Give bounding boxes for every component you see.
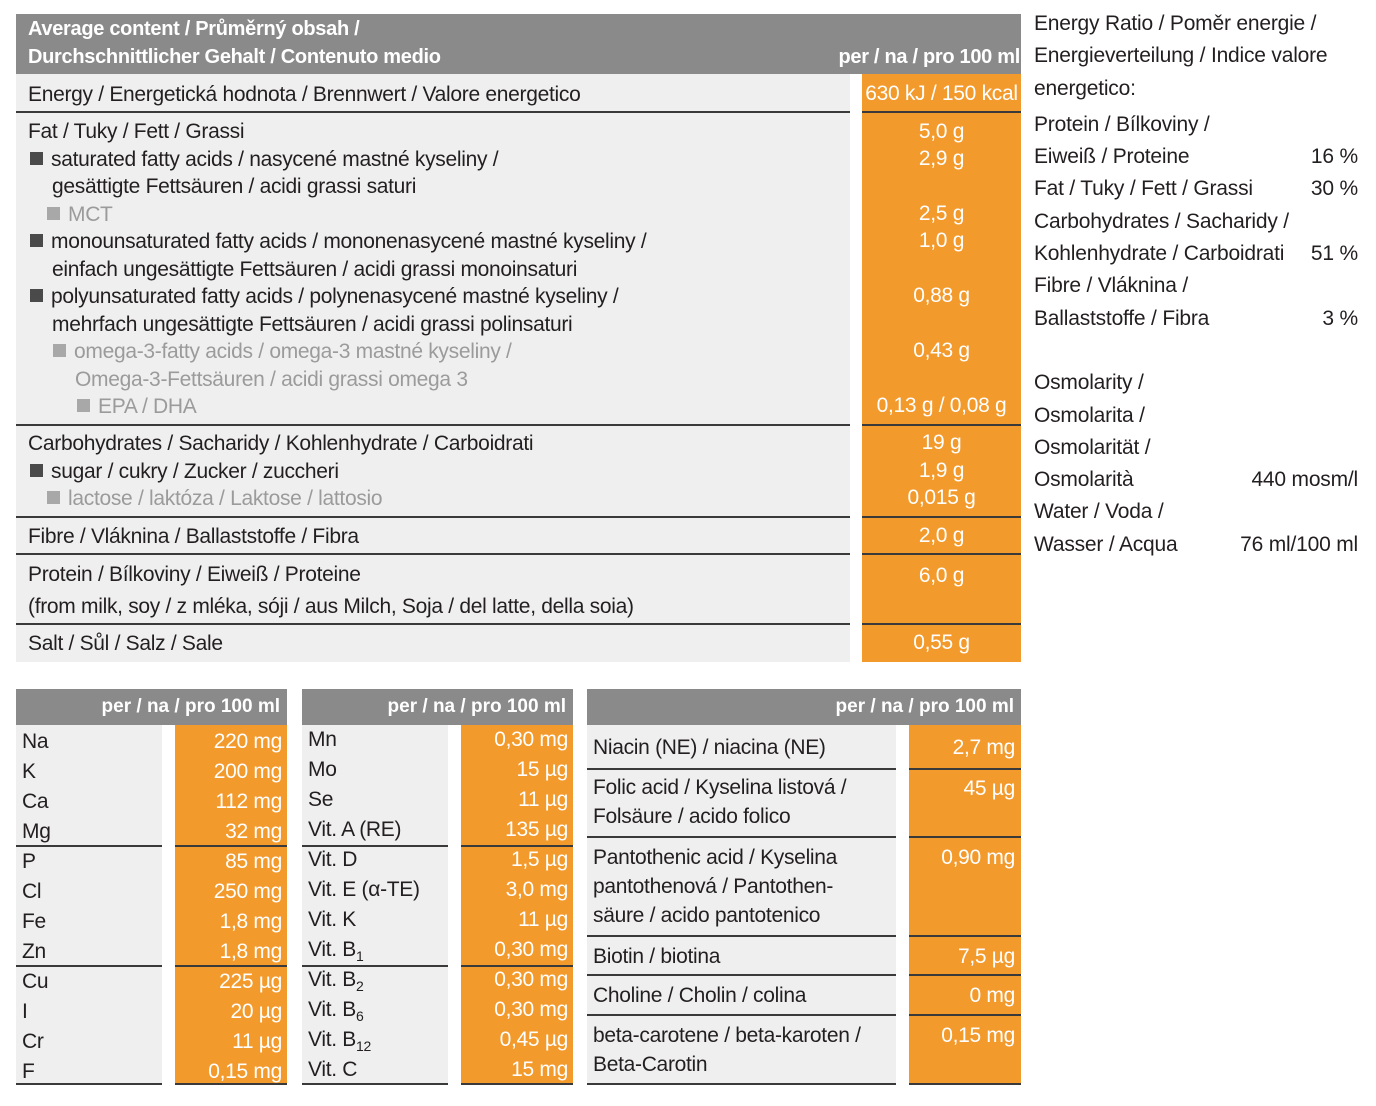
epa-text: EPA / DHA [98, 395, 197, 418]
divider [587, 768, 896, 770]
divider [587, 974, 896, 976]
trace-value: 0,45 µg [499, 1028, 568, 1051]
ratio-fibre-value: 3 % [1322, 306, 1358, 330]
vitamins-header-text: per / na / pro 100 ml [835, 696, 1014, 717]
divider [862, 553, 1021, 555]
minerals-header-text: per / na / pro 100 ml [101, 696, 280, 717]
water-row [1034, 529, 1358, 561]
divider [587, 836, 896, 838]
choline-label: Choline / Cholin / colina [593, 984, 807, 1007]
divider [909, 935, 1021, 937]
mineral-value: 1,8 mg [219, 910, 282, 933]
omega-line-2: Omega-3-Fettsäuren / acidi grassi omega 3 [75, 368, 468, 391]
trace-name: Mn [308, 728, 337, 751]
header-per-100ml: per / na / pro 100 ml [838, 46, 1020, 68]
poly-label [30, 283, 618, 311]
divider [16, 553, 850, 555]
mineral-value: 250 mg [213, 880, 282, 903]
divider [16, 516, 850, 518]
ratio-protein-row [1034, 141, 1358, 173]
osm-2: Osmolarita / [1034, 403, 1145, 427]
trace-header-text: per / na / pro 100 ml [387, 696, 566, 717]
water-value: 76 ml/100 ml [1240, 532, 1358, 556]
poly-line-2: mehrfach ungesättigte Fettsäuren / acidi grassi polinsaturi [52, 313, 573, 336]
mineral-value: 11 µg [232, 1030, 282, 1053]
energy-value: 630 kJ / 150 kcal [865, 82, 1018, 105]
trace-value: 3,0 mg [505, 878, 568, 901]
folic-label-1: Folic acid / Kyselina listová / [593, 776, 847, 799]
poly-value: 0,88 g [913, 284, 970, 307]
niacin-label: Niacin (NE) / niacina (NE) [593, 736, 826, 759]
energy-ratio-title-1: Energy Ratio / Poměr energie / [1034, 12, 1317, 35]
divider [862, 516, 1021, 518]
ratio-carbs-1: Carbohydrates / Sacharidy / [1034, 209, 1289, 233]
protein-label: Protein / Bílkoviny / Eiweiß / Proteine [28, 563, 361, 586]
trace-value: 11 µg [518, 908, 568, 931]
trace-name: Vit. E (α-TE) [308, 878, 420, 901]
mineral-value: 220 mg [213, 730, 282, 753]
mineral-value: 225 µg [219, 970, 282, 993]
divider [587, 935, 896, 937]
trace-value: 0,30 mg [494, 728, 568, 751]
sugar-label [30, 458, 339, 486]
poly-line-1: polyunsaturated fatty acids / polynenasycené mastné kyseliny / [51, 285, 619, 308]
divider [16, 111, 850, 113]
protein-sub-label: (from milk, soy / z mléka, sóji / aus Milch, Soja / del latte, della soia) [28, 595, 634, 618]
salt-label: Salt / Sůl / Salz / Sale [28, 632, 223, 655]
osm-label: Osmolarità [1034, 468, 1134, 492]
energy-label: Energy / Energetická hodnota / Brennwert / Valore energetico [28, 83, 581, 106]
fibre-label: Fibre / Vláknina / Ballaststoffe / Fibra [28, 525, 359, 548]
mineral-value: 0,15 mg [208, 1060, 282, 1083]
ratio-protein-value: 16 % [1310, 145, 1358, 169]
header-title-line-2: Durchschnittlicher Gehalt / Contenuto medio [28, 46, 441, 68]
trace-value: 0,30 mg [494, 998, 568, 1021]
mono-label [30, 228, 646, 256]
trace-name: Mo [308, 758, 337, 781]
epa-value: 0,13 g / 0,08 g [876, 394, 1007, 417]
mineral-value: 112 mg [215, 790, 282, 813]
ratio-fat-value: 30 % [1310, 177, 1358, 201]
ratio-fibre-row [1034, 303, 1358, 335]
bullet-square [47, 491, 60, 504]
beta-label-2: Beta-Carotin [593, 1053, 708, 1076]
divider [587, 1083, 896, 1085]
folic-label-2: Folsäure / acido folico [593, 805, 791, 828]
biotin-label: Biotin / biotina [593, 945, 721, 968]
trace-name: Se [308, 788, 334, 811]
energy-ratio-title-2: Energieverteilung / Indice valore [1034, 44, 1328, 68]
choline-value: 0 mg [969, 984, 1015, 1007]
mineral-name: Cu [22, 970, 49, 993]
omega-value: 0,43 g [913, 339, 970, 362]
mineral-name: Cr [22, 1030, 44, 1053]
mineral-value: 1,8 mg [219, 940, 282, 963]
mineral-name: F [22, 1060, 35, 1083]
trace-value: 135 µg [505, 818, 568, 841]
trace-value: 1,5 µg [510, 848, 568, 871]
folic-value: 45 µg [963, 777, 1015, 800]
panto-label-1: Pantothenic acid / Kyselina [593, 846, 838, 869]
bullet-square [53, 344, 66, 357]
fat-value: 5,0 g [918, 120, 965, 143]
sugar-value: 1,9 g [918, 459, 965, 482]
trace-name: Vit. $B_2$ [308, 968, 364, 995]
ratio-carbs-label: Kohlenhydrate / Carboidrati [1034, 242, 1285, 266]
ratio-fibre-label: Ballaststoffe / Fibra [1034, 306, 1210, 330]
lactose-value: 0,015 g [907, 486, 976, 509]
trace-values [466, 725, 568, 1085]
fat-label: Fat / Tuky / Fett / Grassi [28, 120, 245, 143]
panto-label-3: säure / acido pantotenico [593, 904, 821, 927]
osm-3: Osmolarität / [1034, 435, 1151, 459]
energy-ratio-panel [1034, 8, 1358, 561]
saturated-line-2: gesättigte Fettsäuren / acidi grassi saturi [52, 175, 417, 198]
trace-value: 0,30 mg [494, 938, 568, 961]
niacin-value: 2,7 mg [952, 736, 1015, 759]
trace-value: 0,30 mg [494, 968, 568, 991]
trace-name: Vit. $B_{12}$ [308, 1028, 371, 1055]
mineral-name: Fe [22, 910, 46, 933]
trace-names [308, 725, 458, 1085]
divider [909, 836, 1021, 838]
beta-value: 0,15 mg [941, 1024, 1015, 1047]
saturated-label [30, 146, 498, 174]
water-label: Wasser / Acqua [1034, 532, 1178, 556]
lactose-text: lactose / laktóza / Laktose / lattosio [68, 487, 383, 510]
ratio-fat-row [1034, 173, 1358, 205]
panto-label-2: pantothenová / Pantothen- [593, 875, 834, 898]
ratio-carbs-row [1034, 238, 1358, 270]
sugar-text: sugar / cukry / Zucker / zuccheri [51, 460, 339, 483]
ratio-protein-label: Eiweiß / Proteine [1034, 145, 1190, 169]
fibre-value: 2,0 g [918, 524, 965, 547]
carbs-value: 19 g [921, 431, 962, 454]
trace-name: Vit. $B_1$ [308, 938, 364, 965]
osm-1: Osmolarity / [1034, 371, 1144, 395]
biotin-value: 7,5 µg [957, 945, 1015, 968]
minerals-names [22, 727, 152, 1087]
mineral-value: 20 µg [230, 1000, 282, 1023]
mineral-name: Ca [22, 790, 49, 813]
bullet-square [77, 399, 90, 412]
divider [909, 1083, 1021, 1085]
trace-name: Vit. D [308, 848, 358, 871]
energy-ratio-title-3: energetico: [1034, 76, 1136, 100]
bullet-square [30, 289, 43, 302]
bullet-square [47, 207, 60, 220]
trace-value: 15 mg [511, 1058, 568, 1081]
divider [862, 424, 1021, 426]
omega-label [53, 338, 512, 366]
trace-name: Vit. $B_6$ [308, 998, 364, 1025]
divider [862, 111, 1021, 113]
trace-value: 11 µg [518, 788, 568, 811]
bullet-square [30, 152, 43, 165]
mineral-name: Zn [22, 940, 46, 963]
mineral-name: Na [22, 730, 49, 753]
trace-name: Vit. C [308, 1058, 358, 1081]
mono-line-1: monounsaturated fatty acids / mononenasycené mastné kyseliny / [51, 230, 647, 253]
ratio-carbs-value: 51 % [1310, 242, 1358, 266]
lactose-label [47, 485, 382, 513]
mono-line-2: einfach ungesättigte Fettsäuren / acidi grassi monoinsaturi [52, 258, 578, 281]
ratio-protein-1: Protein / Bílkoviny / [1034, 112, 1210, 136]
spacer [1034, 335, 1358, 367]
mineral-value: 85 mg [225, 850, 282, 873]
trace-name: Vit. A (RE) [308, 818, 402, 841]
mct-value: 2,5 g [918, 202, 965, 225]
mct-text: MCT [68, 203, 113, 226]
mineral-name: I [22, 1000, 28, 1023]
mineral-value: 200 mg [213, 760, 282, 783]
mineral-value: 32 mg [225, 820, 282, 843]
osm-row [1034, 464, 1358, 496]
mono-value: 1,0 g [918, 229, 965, 252]
mct-label [47, 201, 113, 229]
mineral-name: Mg [22, 820, 51, 843]
ratio-fat-label: Fat / Tuky / Fett / Grassi [1034, 177, 1253, 201]
divider [862, 623, 1021, 625]
bullet-square [30, 464, 43, 477]
beta-label-1: beta-carotene / beta-karoten / [593, 1024, 861, 1047]
omega-line-1: omega-3-fatty acids / omega-3 mastné kyseliny / [74, 340, 512, 363]
salt-value: 0,55 g [913, 631, 970, 654]
mineral-name: K [22, 760, 36, 783]
saturated-line-1: saturated fatty acids / nasycené mastné kyseliny / [51, 148, 499, 171]
divider [16, 623, 850, 625]
divider [909, 768, 1021, 770]
water-1: Water / Voda / [1034, 500, 1164, 524]
panto-value: 0,90 mg [941, 846, 1015, 869]
divider [587, 1014, 896, 1016]
minerals-values [180, 727, 282, 1087]
bullet-square [30, 234, 43, 247]
divider [909, 974, 1021, 976]
mineral-name: P [22, 850, 36, 873]
mineral-name: Cl [22, 880, 42, 903]
divider [909, 1014, 1021, 1016]
protein-value: 6,0 g [918, 564, 965, 587]
osm-value: 440 mosm/l [1251, 468, 1358, 492]
ratio-fibre-1: Fibre / Vláknina / [1034, 274, 1188, 298]
saturated-value: 2,9 g [918, 147, 965, 170]
trace-value: 15 µg [516, 758, 568, 781]
trace-name: Vit. K [308, 908, 357, 931]
header-title-line-1: Average content / Průměrný obsah / [28, 18, 360, 40]
epa-label [77, 393, 196, 421]
divider [16, 424, 850, 426]
carbs-label: Carbohydrates / Sacharidy / Kohlenhydrate / Carboidrati [28, 432, 534, 455]
